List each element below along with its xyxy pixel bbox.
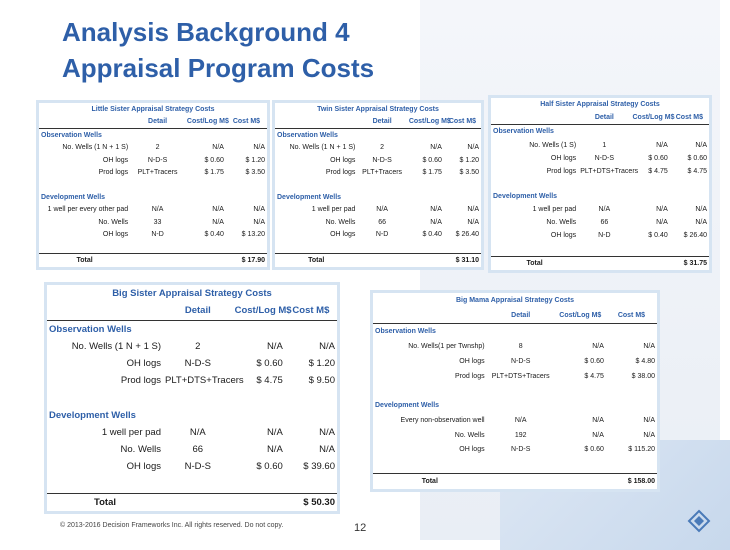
header-cost-log: Cost/Log M$: [185, 115, 226, 128]
row-cost-log: $ 0.60: [256, 358, 283, 370]
table-row: [373, 369, 657, 384]
row-cost: N/A: [253, 206, 265, 214]
row-cost-log: N/A: [656, 206, 668, 214]
half-sister-table: [488, 95, 712, 273]
header-spacer: [373, 308, 487, 324]
spacer: [491, 242, 709, 256]
row-label: OH logs: [102, 230, 129, 238]
row-cost: N/A: [319, 443, 335, 455]
spacer: [373, 457, 657, 473]
header-spacer: [275, 115, 357, 128]
table-row: [275, 142, 481, 154]
table-title: Twin Sister Appraisal Strategy Costs: [317, 105, 439, 113]
row-label: OH logs: [330, 230, 356, 238]
spacer: [275, 241, 481, 254]
row-label: Prod logs: [455, 372, 485, 380]
row-cost: N/A: [253, 218, 265, 226]
row-detail: 192: [514, 431, 527, 439]
table-row: [39, 154, 267, 166]
row-detail: N-D-S: [184, 461, 211, 473]
row-cost: N/A: [643, 431, 655, 439]
row-label: Prod logs: [325, 169, 356, 177]
table-row: [491, 203, 709, 216]
row-detail: N/A: [189, 426, 206, 438]
row-cost: $ 3.50: [245, 169, 265, 177]
header-cost: Cost M$: [444, 115, 481, 128]
spacer: [491, 177, 709, 190]
row-label: 1 well per pad: [311, 206, 356, 214]
total-value: $ 31.10: [407, 254, 481, 267]
total-spacer: [487, 473, 555, 489]
table-row: [491, 165, 709, 178]
table-row: [47, 458, 337, 475]
header-cost-log: Cost/Log M$: [233, 302, 285, 320]
row-cost: $ 26.40: [683, 232, 707, 240]
row-label: 1 well per pad: [101, 426, 161, 438]
row-cost-log: $ 1.75: [422, 169, 442, 177]
section-title: Development Wells: [375, 402, 440, 410]
row-label: Prod logs: [120, 375, 161, 387]
row-detail: N-D-S: [147, 156, 168, 164]
table-row: [491, 152, 709, 165]
header-cost-log: Cost/Log M$: [407, 115, 444, 128]
table-row: [373, 339, 657, 354]
total-label: Total: [39, 254, 130, 267]
row-cost: $ 13.20: [241, 230, 265, 238]
row-cost-log: N/A: [212, 218, 224, 226]
row-cost: $ 0.60: [687, 154, 707, 162]
table-row: [39, 142, 267, 154]
row-cost-log: N/A: [592, 431, 604, 439]
table-row: [373, 428, 657, 443]
section-title: Development Wells: [41, 193, 106, 201]
row-cost-log: N/A: [266, 443, 283, 455]
table-row: [491, 216, 709, 229]
total-label: Total: [275, 254, 357, 267]
row-cost: N/A: [467, 206, 479, 214]
row-cost-log: N/A: [656, 219, 668, 227]
row-cost-log: N/A: [430, 206, 442, 214]
row-cost-log: $ 0.60: [584, 446, 604, 454]
row-cost-log: N/A: [592, 416, 604, 424]
section-title: Observation Wells: [493, 128, 554, 136]
row-cost: N/A: [319, 426, 335, 438]
table-row: [47, 355, 337, 372]
header-detail: Detail: [163, 302, 233, 320]
row-label: OH logs: [330, 156, 356, 164]
row-detail: N-D-S: [372, 156, 392, 164]
row-cost: N/A: [695, 141, 707, 149]
row-cost-log: $ 4.75: [584, 372, 604, 380]
row-detail: PLT+Tracers: [137, 169, 178, 177]
table-title: Big Sister Appraisal Strategy Costs: [112, 288, 272, 300]
table-row: [373, 354, 657, 369]
row-cost-log: N/A: [212, 144, 224, 152]
row-cost-log: $ 1.75: [204, 169, 224, 177]
header-cost: Cost M$: [226, 115, 267, 128]
table-row: [373, 413, 657, 428]
row-cost-log: N/A: [430, 218, 442, 226]
row-label: Prod logs: [546, 167, 577, 175]
row-label: No. Wells: [454, 431, 485, 439]
total-spacer: [130, 254, 185, 267]
table-row: [373, 443, 657, 458]
total-value: $ 17.90: [185, 254, 267, 267]
row-cost-log: $ 4.75: [256, 375, 283, 387]
row-detail: N-D: [598, 232, 611, 240]
row-detail: N/A: [514, 416, 527, 424]
row-cost: $ 1.20: [245, 156, 265, 164]
row-label: No. Wells: [120, 443, 161, 455]
section-title: Development Wells: [493, 193, 558, 201]
row-cost-log: $ 0.60: [584, 357, 604, 365]
row-cost-log: N/A: [212, 206, 224, 214]
row-detail: N/A: [598, 206, 611, 214]
row-cost-log: $ 4.75: [648, 167, 668, 175]
row-label: No. Wells: [98, 218, 129, 226]
row-detail: N-D-S: [510, 446, 531, 454]
big-mama-table: [370, 290, 660, 492]
row-label: No. Wells(1 per Twnshp): [408, 343, 485, 351]
row-label: No. Wells (1 N + 1 S): [289, 144, 356, 152]
row-cost: $ 3.50: [459, 169, 479, 177]
total-value: $ 50.30: [233, 493, 337, 511]
row-cost: N/A: [643, 343, 655, 351]
total-label: Total: [47, 493, 163, 511]
row-detail: PLT+Tracers: [362, 169, 403, 177]
row-label: OH logs: [126, 358, 161, 370]
row-cost: N/A: [467, 144, 479, 152]
table-row: [275, 228, 481, 240]
row-detail: 33: [153, 218, 162, 226]
row-cost-log: $ 0.60: [422, 156, 442, 164]
table-row: [275, 166, 481, 178]
row-label: No. Wells: [546, 219, 577, 227]
header-cost: Cost M$: [285, 302, 337, 320]
row-label: OH logs: [550, 154, 577, 162]
row-cost-log: $ 0.60: [256, 461, 283, 473]
total-spacer: [578, 256, 630, 270]
table-row: [47, 441, 337, 458]
table-row: [39, 204, 267, 216]
header-cost-log: Cost/Log M$: [631, 111, 670, 125]
row-detail: N-D-S: [594, 154, 615, 162]
header-spacer: [39, 115, 130, 128]
table-row: [39, 228, 267, 240]
table-row: [47, 372, 337, 389]
table-row: [491, 139, 709, 152]
row-detail: 66: [378, 218, 386, 226]
row-detail: N/A: [376, 206, 388, 214]
row-detail: 66: [192, 443, 204, 455]
row-cost: N/A: [695, 206, 707, 214]
little-sister-table: [36, 100, 270, 270]
row-cost-log: N/A: [592, 343, 604, 351]
page-number: 12: [354, 522, 367, 534]
table-row: [275, 216, 481, 228]
table-row: [275, 204, 481, 216]
row-cost: N/A: [467, 218, 479, 226]
row-label: No. Wells (1 N + 1 S): [62, 144, 129, 152]
row-cost: N/A: [643, 416, 655, 424]
row-detail: 2: [155, 144, 160, 152]
total-label: Total: [373, 473, 487, 489]
row-cost: N/A: [253, 144, 265, 152]
spacer: [39, 241, 267, 254]
row-label: No. Wells (1 S): [529, 141, 577, 149]
title-line-1: Analysis Background 4: [62, 17, 350, 47]
row-cost-log: $ 0.40: [422, 230, 442, 238]
spacer: [275, 179, 481, 191]
row-label: OH logs: [126, 461, 161, 473]
company-logo-icon: [688, 510, 710, 532]
section-title: Observation Wells: [375, 328, 436, 336]
row-cost: $ 39.60: [303, 461, 335, 473]
total-value: $ 158.00: [555, 473, 657, 489]
row-label: OH logs: [550, 232, 577, 240]
table-row: [39, 166, 267, 178]
total-label: Total: [491, 256, 578, 270]
table-title: Big Mama Appraisal Strategy Costs: [456, 296, 574, 304]
table-row: [47, 424, 337, 441]
table-row: [491, 229, 709, 242]
spacer: [373, 384, 657, 399]
table-row: [275, 154, 481, 166]
row-detail: N-D-S: [184, 358, 211, 370]
row-cost: $ 4.75: [687, 167, 707, 175]
row-cost-log: $ 0.60: [204, 156, 224, 164]
row-detail: PLT+DTS+Tracers: [580, 167, 639, 175]
twin-sister-table: [272, 100, 484, 270]
spacer: [39, 179, 267, 191]
row-cost: $ 115.20: [628, 446, 655, 454]
row-detail: 2: [195, 341, 201, 353]
row-cost-log: N/A: [266, 426, 283, 438]
row-detail: N-D-S: [510, 357, 531, 365]
row-cost: N/A: [695, 219, 707, 227]
slide-title: [62, 14, 374, 86]
row-label: No. Wells: [325, 218, 356, 226]
row-cost: N/A: [319, 341, 335, 353]
header-detail: Detail: [578, 111, 630, 125]
row-detail: 8: [518, 343, 523, 351]
row-detail: PLT+DTS+Tracers: [491, 372, 550, 380]
section-title: Observation Wells: [49, 323, 132, 335]
header-cost: Cost M$: [670, 111, 709, 125]
header-detail: Detail: [487, 308, 555, 324]
row-label: 1 well per pad: [532, 206, 577, 214]
row-label: OH logs: [459, 446, 485, 454]
header-cost: Cost M$: [606, 308, 657, 324]
row-label: Prod logs: [98, 169, 129, 177]
table-title: Half Sister Appraisal Strategy Costs: [540, 100, 660, 108]
row-cost: $ 1.20: [459, 156, 479, 164]
header-cost-log: Cost/Log M$: [555, 308, 606, 324]
row-cost-log: N/A: [430, 144, 442, 152]
row-detail: 2: [380, 144, 385, 152]
row-cost: $ 38.00: [631, 372, 655, 380]
row-label: OH logs: [102, 156, 129, 164]
total-spacer: [163, 493, 233, 511]
section-title: Development Wells: [277, 193, 342, 201]
row-label: No. Wells (1 N + 1 S): [71, 341, 161, 353]
section-title: Development Wells: [49, 409, 136, 421]
total-spacer: [357, 254, 406, 267]
header-spacer: [491, 111, 578, 125]
row-cost-log: $ 0.40: [204, 230, 224, 238]
row-label: OH logs: [459, 357, 485, 365]
table-title: Little Sister Appraisal Strategy Costs: [91, 105, 215, 113]
spacer: [47, 475, 337, 493]
big-sister-table: [44, 282, 340, 514]
section-title: Observation Wells: [277, 131, 338, 139]
row-detail: 66: [600, 219, 609, 227]
row-cost-log: $ 0.60: [648, 154, 668, 162]
total-value: $ 31.75: [631, 256, 710, 270]
row-cost: $ 9.50: [308, 375, 335, 387]
header-detail: Detail: [357, 115, 406, 128]
row-detail: N/A: [151, 206, 164, 214]
row-detail: N-D: [375, 230, 389, 238]
row-cost: $ 4.80: [635, 357, 655, 365]
row-cost-log: N/A: [656, 141, 668, 149]
spacer: [47, 389, 337, 406]
row-detail: N-D: [151, 230, 164, 238]
row-cost: $ 1.20: [308, 358, 335, 370]
section-title: Observation Wells: [41, 131, 102, 139]
table-row: [47, 338, 337, 355]
table-row: [39, 216, 267, 228]
row-label: 1 well per every other pad: [47, 206, 129, 214]
row-cost: $ 26.40: [455, 230, 479, 238]
header-spacer: [47, 302, 163, 320]
header-detail: Detail: [130, 115, 185, 128]
title-line-2: Appraisal Program Costs: [62, 53, 375, 83]
copyright-footer: © 2013-2016 Decision Frameworks Inc. All rights reserved. Do not copy.: [60, 522, 284, 529]
row-cost-log: $ 0.40: [648, 232, 668, 240]
row-cost-log: N/A: [266, 341, 283, 353]
row-label: Every non-observation well: [400, 416, 485, 424]
row-detail: 1: [602, 141, 607, 149]
row-detail: PLT+DTS+Tracers: [165, 375, 244, 387]
